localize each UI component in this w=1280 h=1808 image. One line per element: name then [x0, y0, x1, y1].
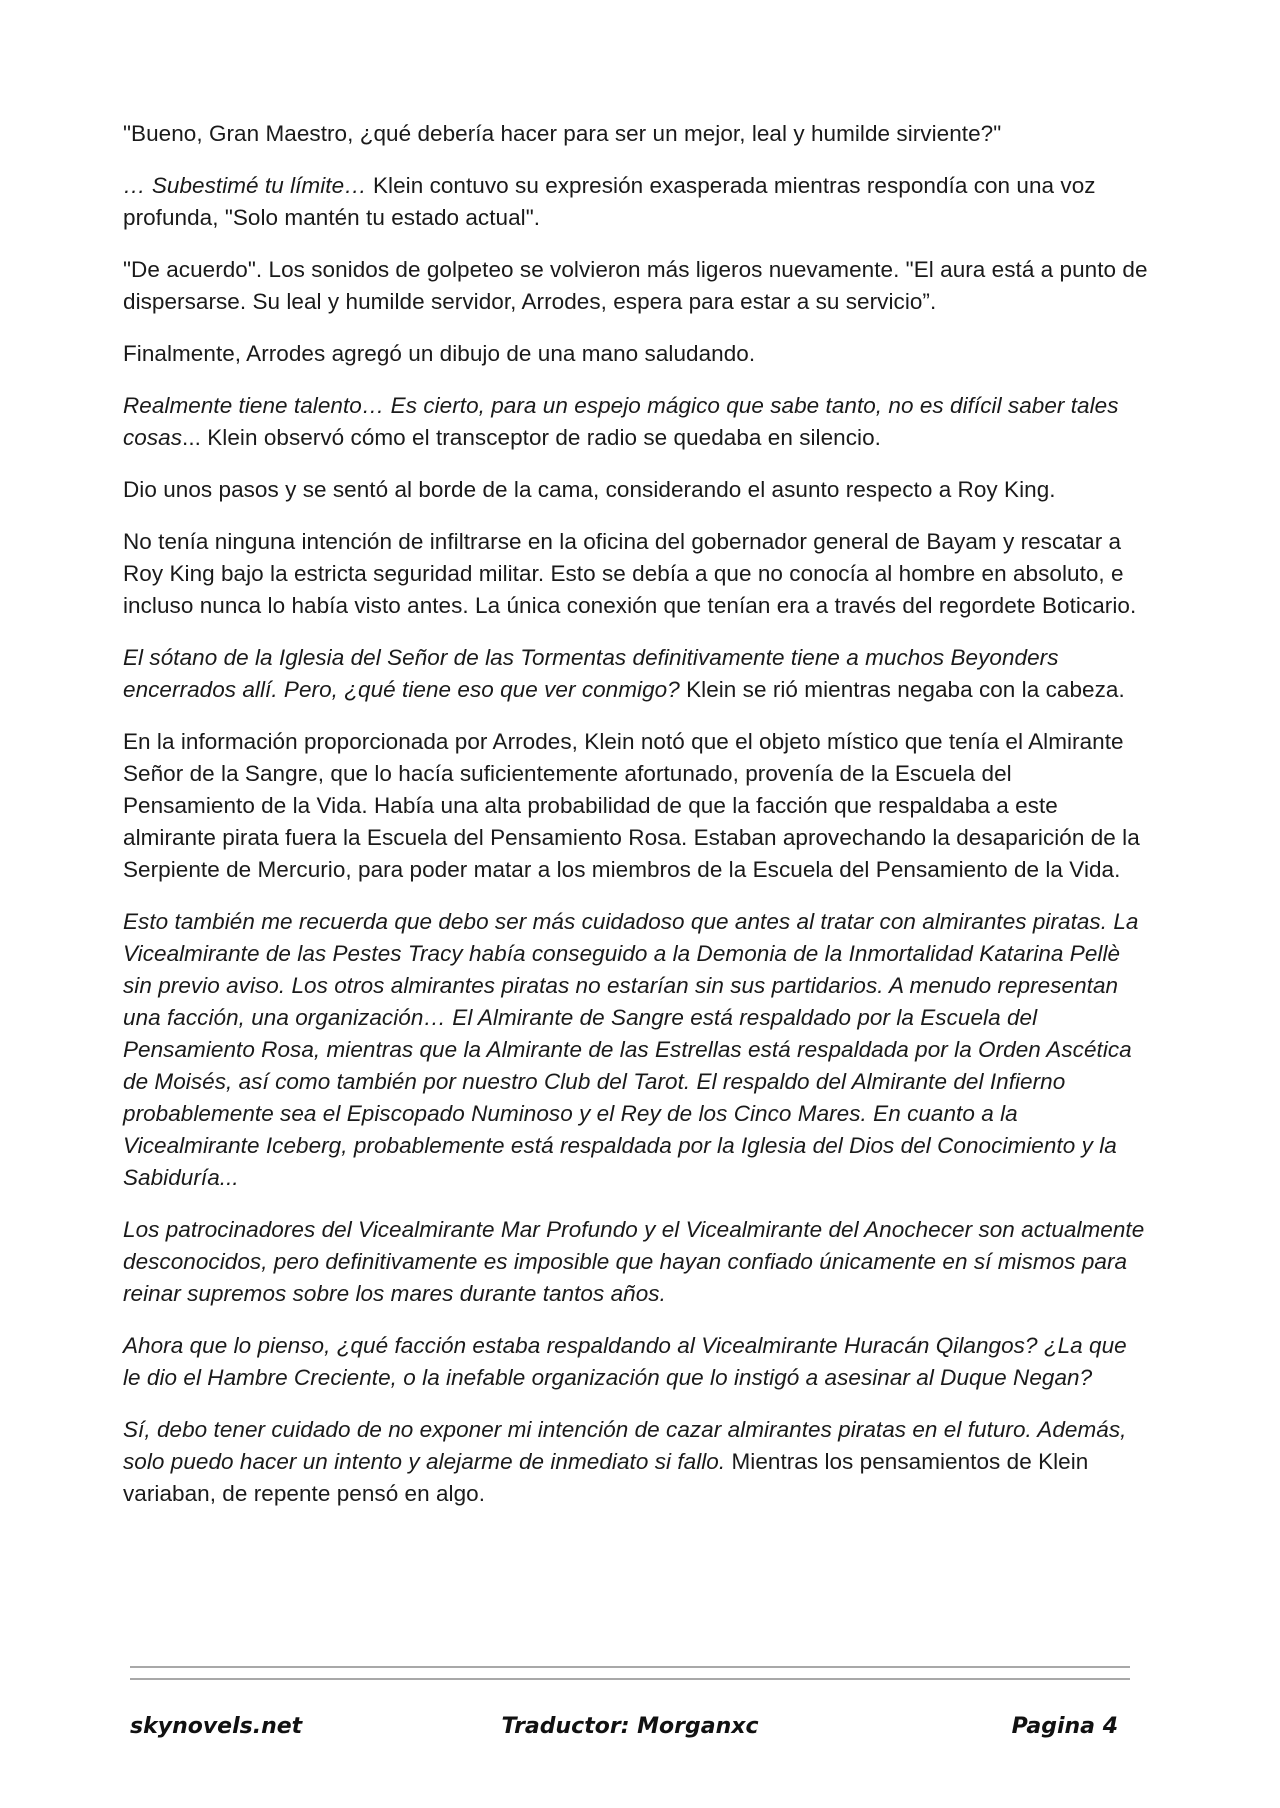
- text-run: "Bueno, Gran Maestro, ¿qué debería hacer para ser un mejor, leal y humilde sirviente?": [123, 121, 1002, 146]
- paragraph: [123, 1330, 1148, 1394]
- text-run: En la información proporcionada por Arrodes, Klein notó que el objeto místico que tenía el Almirante Señor de la Sangre, que lo hacía suficientemente afortunado, provenía de la Escuela del Pensamiento de la Vida. Había una alta probabilidad de que la facción que respaldaba a este almirante pirata fuera la Escuela del Pensamiento Rosa. Estaban aprovechando la desaparición de la Serpiente de Mercurio, para poder matar a los miembros de la Escuela del Pensamiento de la Vida.: [123, 729, 1140, 882]
- paragraph: [123, 474, 1148, 506]
- footer-translator: Traductor: Morganxc: [501, 1714, 759, 1739]
- italic-text-run: Los patrocinadores del Vicealmirante Mar Profundo y el Vicealmirante del Anochecer son actualmente desconocidos, pero definitivamente es imposible que hayan confiado únicamente en sí mismos para reinar supremos sobre los mares durante tantos años.: [123, 1217, 1145, 1306]
- paragraph: [123, 906, 1148, 1194]
- paragraph: [123, 170, 1148, 234]
- italic-text-run: Realmente tiene talento… Es cierto, para un espejo mágico que sabe tanto, no es difícil saber tales cosas: [123, 393, 1119, 450]
- footer-page-number: Pagina 4: [1011, 1714, 1118, 1739]
- paragraph: [123, 254, 1148, 318]
- footer-site-name: skynovels.net: [130, 1714, 303, 1739]
- italic-text-run: … Subestimé tu límite…: [123, 173, 367, 198]
- text-run: Dio unos pasos y se sentó al borde de la cama, considerando el asunto respecto a Roy King.: [123, 477, 1056, 502]
- document-body: [123, 118, 1148, 1530]
- page-footer: [130, 1714, 1130, 1748]
- text-run: Klein se rió mientras negaba con la cabeza.: [679, 677, 1125, 702]
- text-run: Klein contuvo su expresión exasperada mientras respondía con una voz profunda, "Solo mantén tu estado actual".: [123, 173, 1096, 230]
- paragraph: [123, 642, 1148, 706]
- footer-divider-bottom: [130, 1678, 1130, 1680]
- footer-divider-top: [130, 1666, 1130, 1668]
- text-run: ... Klein observó cómo el transceptor de radio se quedaba en silencio.: [182, 425, 881, 450]
- italic-text-run: Ahora que lo pienso, ¿qué facción estaba respaldando al Vicealmirante Huracán Qilangos? ¿La que le dio el Hambre Creciente, o la inefable organización que lo instigó a asesinar al Duque Negan?: [123, 1333, 1127, 1390]
- text-run: No tenía ninguna intención de infiltrarse en la oficina del gobernador general de Bayam y rescatar a Roy King bajo la estricta seguridad militar. Esto se debía a que no conocía al hombre en absoluto, e incluso nunca lo había visto antes. La única conexión que tenían era a través del regordete Boticario.: [123, 529, 1137, 618]
- italic-text-run: Esto también me recuerda que debo ser más cuidadoso que antes al tratar con almirantes piratas. La Vicealmirante de las Pestes Tracy había conseguido a la Demonia de la Inmortalidad Katarina Pellè sin previo aviso. Los otros almirantes piratas no estarían sin sus partidarios. A menudo representan una facción, una organización… El Almirante de Sangre está respaldado por la Escuela del Pensamiento Rosa, mientras que la Almirante de las Estrellas está respaldada por la Orden Ascética de Moisés, así como también por nuestro Club del Tarot. El respaldo del Almirante del Infierno probablemente sea el Episcopado Numinoso y el Rey de los Cinco Mares. En cuanto a la Vicealmirante Iceberg, probablemente está respaldada por la Iglesia del Dios del Conocimiento y la Sabiduría...: [123, 909, 1139, 1190]
- italic-text-run: Sí, debo tener cuidado de no exponer mi intención de cazar almirantes piratas en el futuro. Además, solo puedo hacer un intento y alejarme de inmediato si fallo.: [123, 1417, 1127, 1474]
- paragraph: [123, 338, 1148, 370]
- text-run: Mientras los pensamientos de Klein variaban, de repente pensó en algo.: [123, 1449, 1089, 1506]
- paragraph: [123, 526, 1148, 622]
- paragraph: [123, 726, 1148, 886]
- paragraph: [123, 390, 1148, 454]
- text-run: Finalmente, Arrodes agregó un dibujo de una mano saludando.: [123, 341, 756, 366]
- italic-text-run: El sótano de la Iglesia del Señor de las Tormentas definitivamente tiene a muchos Beyonders encerrados allí. Pero, ¿qué tiene eso que ver conmigo?: [123, 645, 1059, 702]
- text-run: "De acuerdo". Los sonidos de golpeteo se volvieron más ligeros nuevamente. "El aura está a punto de dispersarse. Su leal y humilde servidor, Arrodes, espera para estar a su servicio”.: [123, 257, 1148, 314]
- paragraph: [123, 118, 1148, 150]
- paragraph: [123, 1214, 1148, 1310]
- paragraph: [123, 1414, 1148, 1510]
